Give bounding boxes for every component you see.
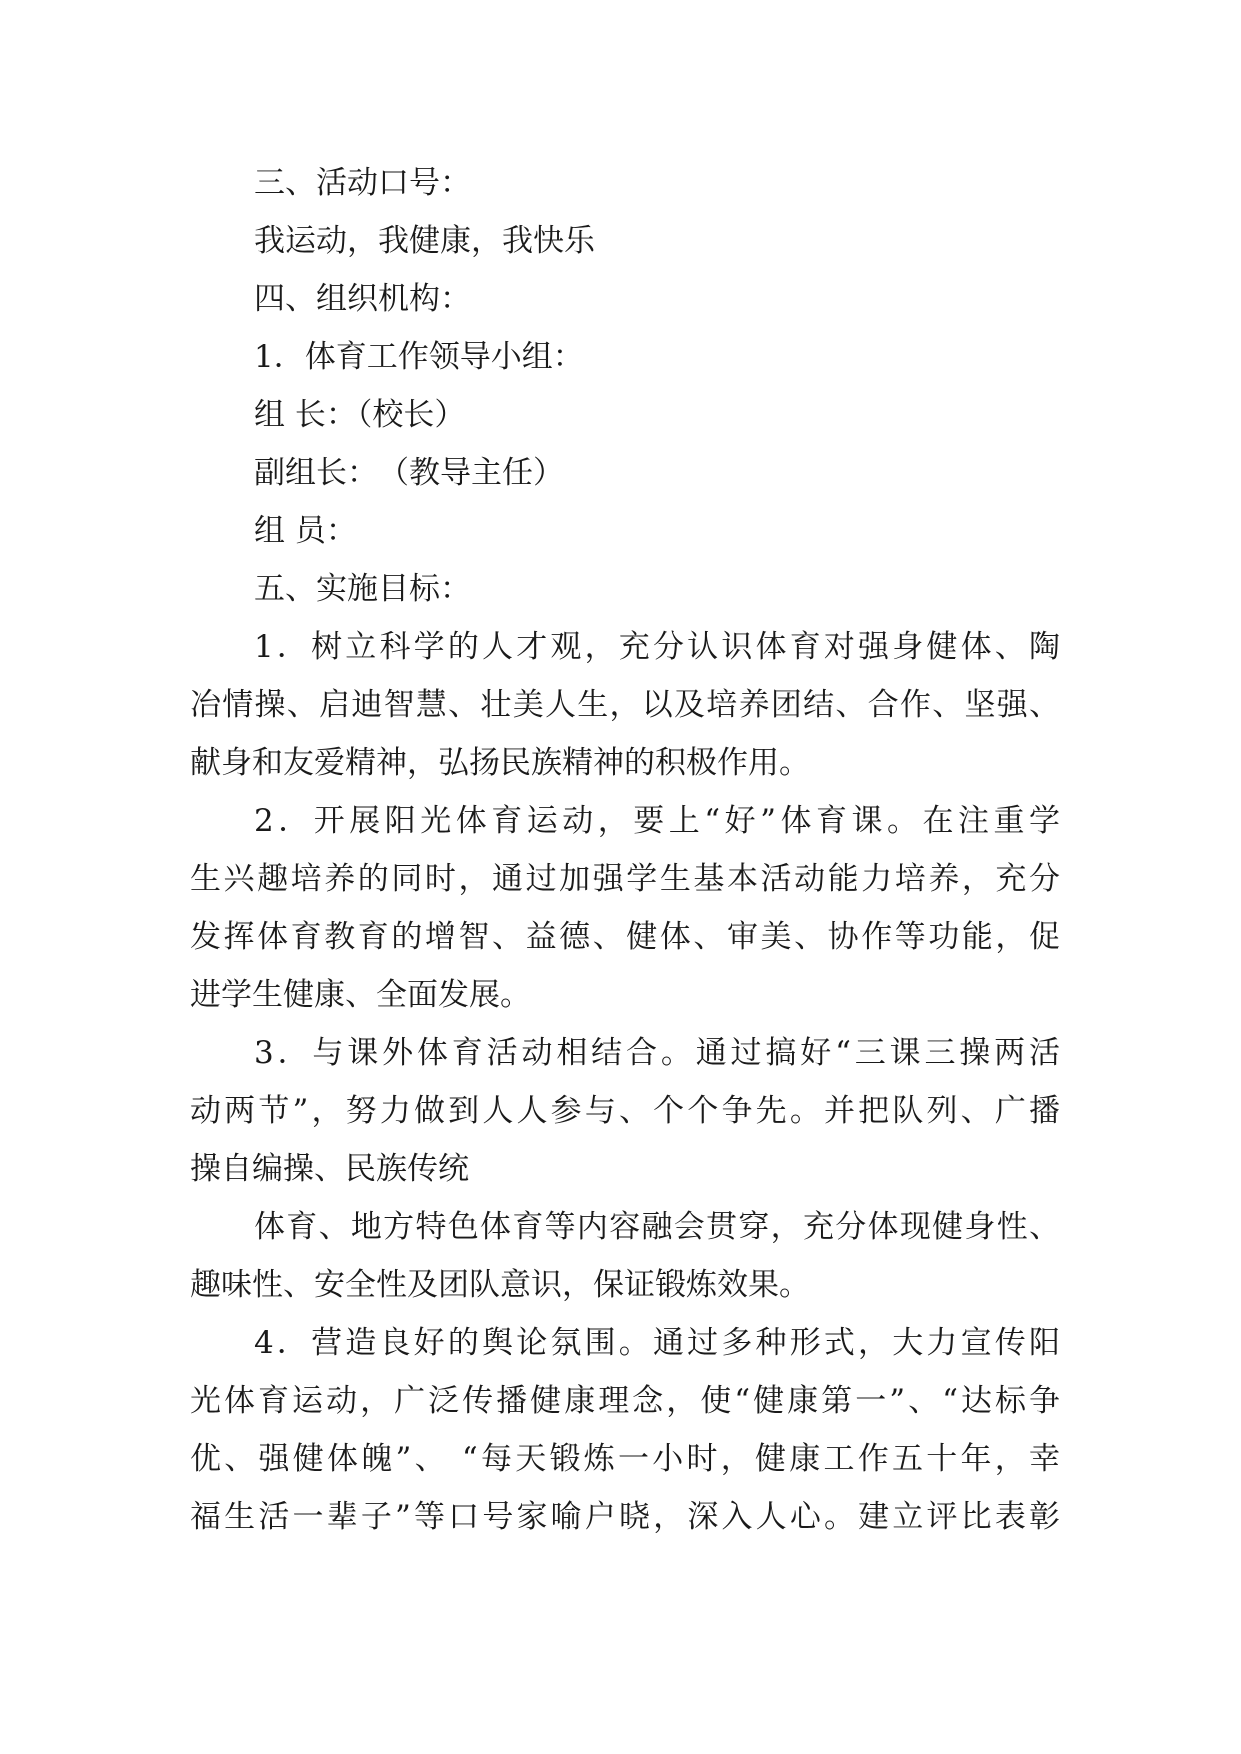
paragraph-line: 2．开展阳光体育运动，要上“好”体育课。在注重学 — [254, 803, 1060, 839]
paragraph-line: 福生活一辈子”等口号家喻户晓，深入人心。建立评比表彰 — [190, 1499, 1060, 1535]
deputy-leader-line: 副组长： （教导主任） — [254, 455, 564, 491]
group-leader-line: 组 长：（校长） — [254, 397, 466, 433]
subheading-leadership-group: 1．体育工作领导小组： — [254, 339, 584, 375]
paragraph-line: 优、强健体魄”、 “每天锻炼一小时，健康工作五十年，幸 — [190, 1441, 1060, 1477]
paragraph-line: 4．营造良好的舆论氛围。通过多种形式，大力宣传阳 — [254, 1325, 1060, 1361]
paragraph-line: 发挥体育教育的增智、益德、健体、审美、协作等功能，促 — [190, 919, 1060, 955]
paragraph-line: 动两节”，努力做到人人参与、个个争先。并把队列、广播 — [190, 1093, 1060, 1129]
paragraph-line: 1．树立科学的人才观，充分认识体育对强身健体、陶 — [254, 629, 1060, 665]
paragraph-line: 生兴趣培养的同时，通过加强学生基本活动能力培养，充分 — [190, 861, 1060, 897]
paragraph-line: 光体育运动，广泛传播健康理念，使“健康第一”、“达标争 — [190, 1383, 1060, 1419]
paragraph-line: 趣味性、安全性及团队意识，保证锻炼效果。 — [190, 1267, 810, 1303]
section-heading-slogan: 三、活动口号： — [254, 165, 471, 201]
paragraph-line: 操自编操、民族传统 — [190, 1151, 469, 1187]
section-heading-goals: 五、实施目标： — [254, 571, 471, 607]
slogan-text: 我运动，我健康，我快乐 — [254, 223, 595, 259]
paragraph-line: 体育、地方特色体育等内容融会贯穿，充分体现健身性、 — [254, 1209, 1060, 1245]
paragraph-line: 进学生健康、全面发展。 — [190, 977, 531, 1013]
paragraph-line: 3．与课外体育活动相结合。通过搞好“三课三操两活 — [254, 1035, 1060, 1071]
paragraph-line: 冶情操、启迪智慧、壮美人生，以及培养团结、合作、坚强、 — [190, 687, 1060, 723]
group-members-line: 组 员： — [254, 513, 357, 549]
paragraph-line: 献身和友爱精神，弘扬民族精神的积极作用。 — [190, 745, 810, 781]
section-heading-organization: 四、组织机构： — [254, 281, 471, 317]
